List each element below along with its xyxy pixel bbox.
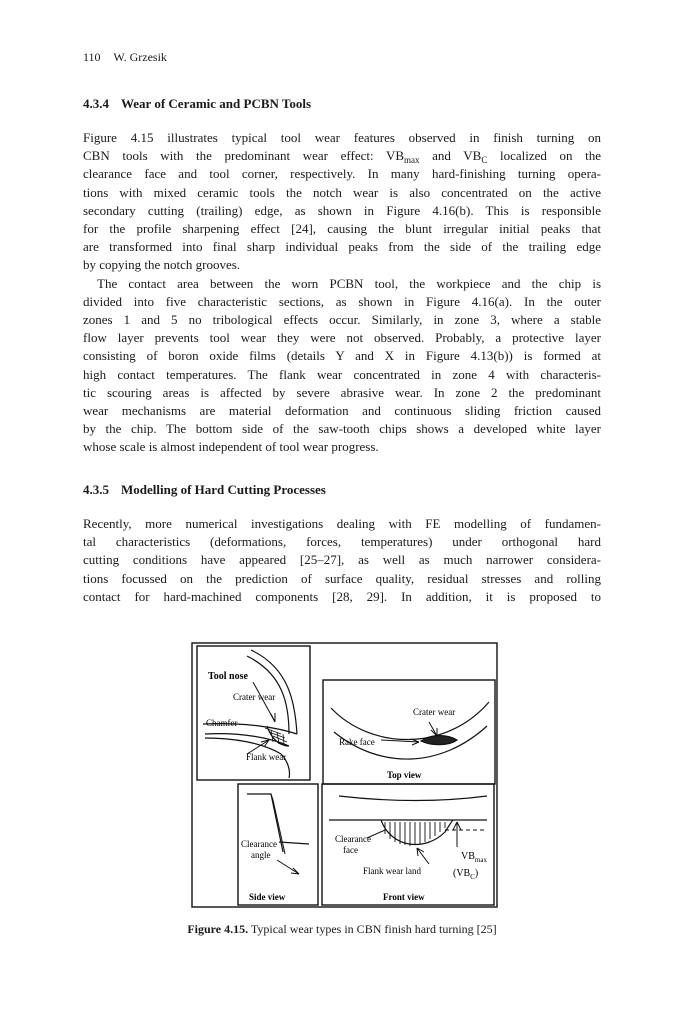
text-line: high contact temperatures. The flank wear concentrated in zone 4 with characteris- (83, 366, 601, 382)
text-line: tal characteristics (deformations, forces, temperatures) under orthogonal hard (83, 534, 601, 550)
text-line: cutting conditions have appeared [25–27], as well as much narrower considera- (83, 552, 601, 568)
text-line: zones 1 and 5 no tribological effects occur. Similarly, in zone 3, where a stable (83, 312, 601, 328)
text-line: divided into five characteristic sections, as shown in Figure 4.16(a). In the outer (83, 293, 601, 309)
paragraph-wear-features (83, 129, 601, 457)
figure-caption (83, 922, 601, 937)
vbc-label: $(VB_C)$ (453, 868, 479, 881)
clearance-angle-label-2: angle (251, 850, 271, 860)
text-line: tions with mixed ceramic tools the notch wear is also concentrated on the active (83, 184, 601, 200)
section-title: Modelling of Hard Cutting Processes (121, 482, 326, 497)
author-name: W. Grzesik (113, 50, 167, 64)
front-view-label: Front view (383, 892, 425, 902)
text-line: tic scouring areas is affected by severe abrasive wear. In zone 2 the predominant (83, 384, 601, 400)
paragraph-modelling (83, 515, 601, 606)
top-view-drawing (331, 702, 489, 759)
tool-nose-label: Tool nose (208, 671, 248, 682)
crater-wear-label-2: Crater wear (413, 707, 456, 717)
clearance-face-label-2: face (343, 845, 358, 855)
text-line: are transformed into final sharp individual peaks from the side of the trailing edge (83, 239, 601, 255)
side-view-drawing (247, 794, 309, 874)
text-line: secondary cutting (trailing) edge, as shown in Figure 4.16(b). This is responsible (83, 202, 601, 218)
flank-wear-label-1: Flank wear (246, 752, 287, 762)
caption-text: Typical wear types in CBN finish hard turning [25] (248, 922, 497, 936)
caption-label: Figure 4.15. (187, 922, 249, 936)
text-line: wear mechanisms are material deformation and continuous sliding friction caused (83, 403, 601, 419)
text-line: by copying the notch grooves. (83, 257, 241, 273)
rake-face-label: Rake face (339, 737, 375, 747)
text-line: Recently, more numerical investigations dealing with FE modelling of fundamen- (83, 516, 601, 531)
text-line: The contact area between the worn PCBN tool, the workpiece and the chip is (97, 275, 601, 291)
section-heading-4-3-4 (83, 96, 311, 112)
vb-max-label: $VB_{max}$ (461, 851, 487, 864)
section-number: 4.3.5 (83, 482, 109, 497)
section-number: 4.3.4 (83, 96, 109, 111)
text-line: whose scale is almost independent of tool wear progress. (83, 439, 379, 455)
crater-wear-label-1: Crater wear (233, 692, 276, 702)
text-line: for the profile sharpening effect [24], causing the blunt irregular initial peaks that (83, 221, 601, 237)
text-line: by the chip. The bottom side of the saw-tooth chips shows a developed white layer (83, 421, 601, 437)
side-view-label: Side view (249, 892, 286, 902)
section-heading-4-3-5 (83, 482, 326, 498)
text-line: flow layer prevents tool wear they were not observed. Probably, a protective layer (83, 330, 601, 346)
text-line: consisting of boron oxide films (details Y and X in Figure 4.13(b)) is formed at (83, 348, 601, 364)
wear-diagram (191, 642, 498, 908)
chamfer-label: Chamfer (206, 718, 238, 728)
page-number: 110 (83, 50, 101, 64)
text-line: contact for hard-machined components [28, 29]. In addition, it is proposed to (83, 588, 601, 604)
running-head (83, 50, 167, 65)
clearance-face-label-1: Clearance (335, 834, 371, 844)
panel-top-view (323, 680, 495, 784)
text-line: tions focussed on the prediction of surface quality, residual stresses and rolling (83, 570, 601, 586)
clearance-angle-label-1: Clearance (241, 839, 277, 849)
text-line: Figure 4.15 illustrates typical tool wear features observed in finish turning on (83, 130, 601, 145)
text-line-vb: CBN tools with the predominant wear effect: $VB_{max}$ and $VB_C$ localized on the (83, 148, 601, 166)
section-title: Wear of Ceramic and PCBN Tools (121, 96, 312, 111)
top-view-label: Top view (387, 770, 422, 780)
figure-wear-types (191, 642, 498, 908)
flank-wear-land-label: Flank wear land (363, 866, 421, 876)
text-line: clearance face and tool corner, respectively. In many hard-finishing turning opera- (83, 166, 601, 182)
